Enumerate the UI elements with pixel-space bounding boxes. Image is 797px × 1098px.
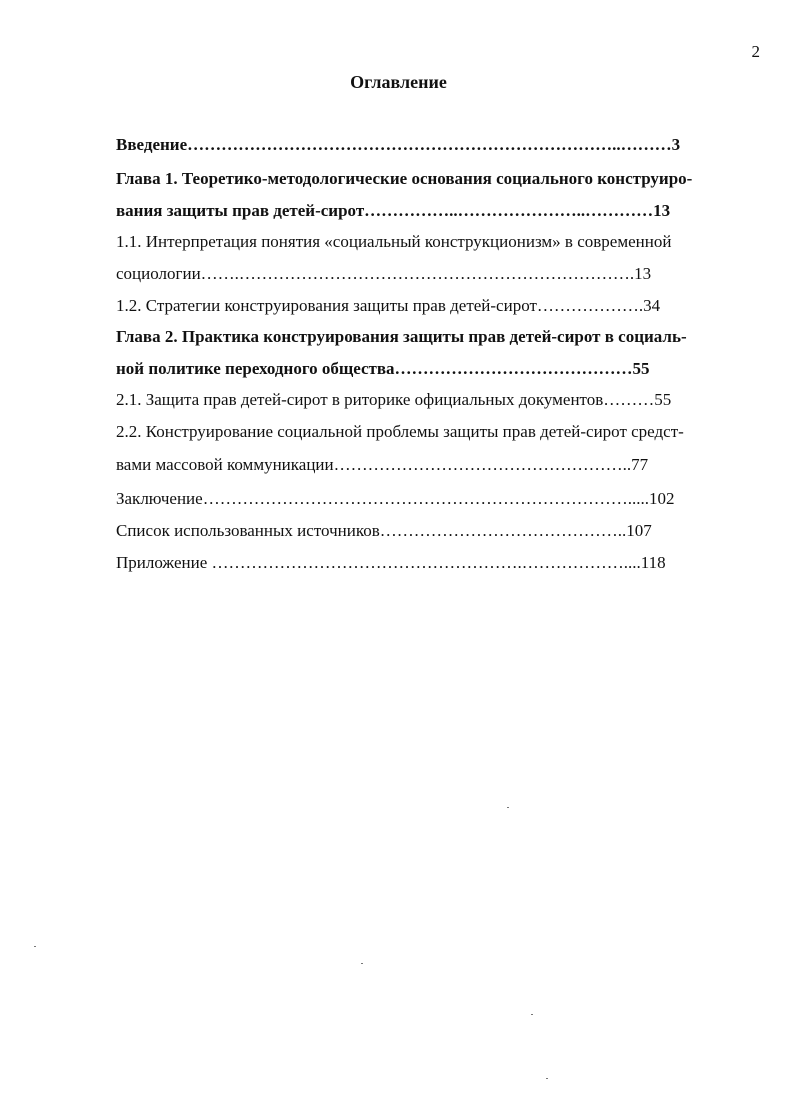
- toc-entry-section-1-2: 1.2. Стратегии конструирования защиты прав детей-сирот……………….34: [116, 296, 661, 315]
- toc-entry-chapter-2: Глава 2. Практика конструирования защиты прав детей-сирот в социаль-: [116, 327, 687, 346]
- toc-entry-conclusion: Заключение………………………………………………………………….....102: [116, 489, 675, 508]
- toc-entry-appendix: Приложение ……………………………………………….………………....118: [116, 553, 666, 572]
- toc-entry-section-1-1: 1.1. Интерпретация понятия «социальный конструкционизм» в современной: [116, 232, 672, 251]
- scan-speck: [361, 963, 363, 964]
- toc-entry-chapter-1: Глава 1. Теоретико-методологические основания социального конструиро-: [116, 169, 693, 188]
- toc-entry-introduction: Введение…………………………………………………………………..………3: [116, 135, 681, 154]
- toc-entry-section-2-1: 2.1. Защита прав детей-сирот в риторике официальных документов………55: [116, 390, 672, 409]
- scan-speck: [546, 1078, 548, 1079]
- scan-speck: [531, 1014, 533, 1015]
- toc-entry-chapter-2-cont: ной политике переходного общества……………………………………55: [116, 359, 650, 378]
- toc-entry-chapter-1-cont: вания защиты прав детей-сирот……………..…………………..…………13: [116, 201, 671, 220]
- page-title: Оглавление: [350, 72, 447, 92]
- scan-speck: [507, 807, 509, 808]
- toc-entry-section-2-2: 2.2. Конструирование социальной проблемы защиты прав детей-сирот средст-: [116, 422, 684, 441]
- toc-entry-section-2-2-cont: вами массовой коммуникации……………………………………………..77: [116, 455, 649, 474]
- toc-entry-references: Список использованных источников……………………………………..107: [116, 521, 652, 540]
- page-number: 2: [751, 42, 760, 61]
- scan-speck: [34, 946, 36, 947]
- toc-entry-section-1-1-cont: социологии…….…………………………………………………………….13: [116, 264, 652, 283]
